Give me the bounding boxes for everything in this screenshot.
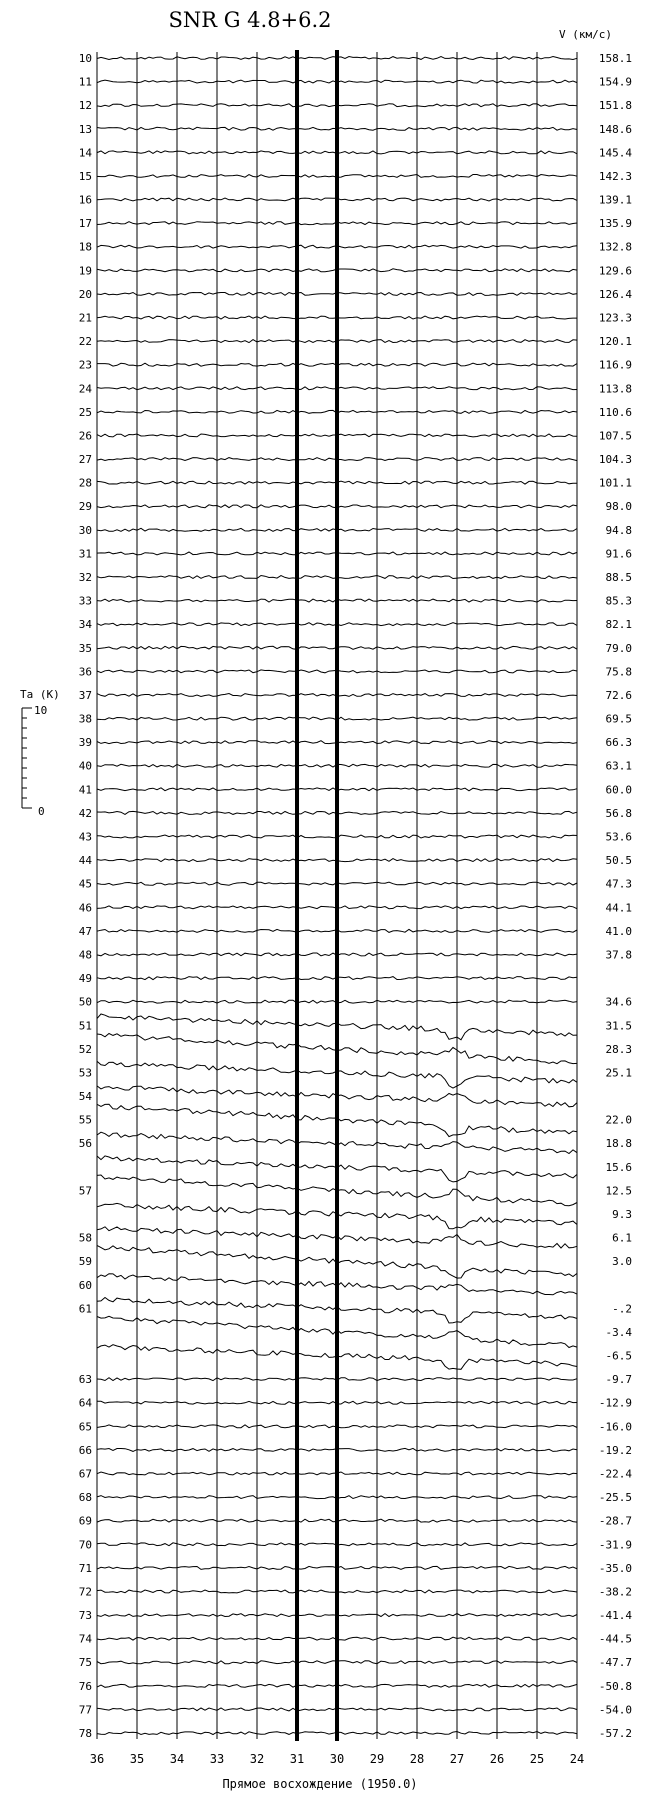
channel-number-label: 38 bbox=[78, 712, 92, 726]
velocity-label: 94.8 bbox=[605, 523, 632, 537]
channel-number-label: 41 bbox=[78, 783, 92, 797]
channel-number-label: 61 bbox=[78, 1302, 92, 1316]
velocity-label: 88.5 bbox=[605, 571, 632, 585]
velocity-label: 98.0 bbox=[605, 500, 632, 514]
channel-number-label: 15 bbox=[78, 169, 92, 183]
velocity-label: 120.1 bbox=[598, 335, 632, 349]
channel-number-label: 68 bbox=[78, 1491, 92, 1505]
channel-number-label: 56 bbox=[78, 1137, 92, 1151]
channel-number-label: 69 bbox=[78, 1514, 92, 1528]
velocity-label: -54.0 bbox=[598, 1703, 632, 1717]
channel-number-label: 24 bbox=[78, 382, 92, 396]
velocity-label: -57.2 bbox=[598, 1727, 632, 1740]
channel-number-label: 29 bbox=[78, 500, 92, 514]
velocity-label: 25.1 bbox=[605, 1066, 632, 1080]
velocity-label: 44.1 bbox=[605, 901, 632, 915]
velocity-label: 91.6 bbox=[605, 547, 632, 561]
velocity-label: 41.0 bbox=[605, 924, 632, 938]
channel-number-label: 11 bbox=[78, 75, 92, 89]
channel-number-label: 76 bbox=[78, 1679, 92, 1693]
velocity-label: 3.0 bbox=[612, 1255, 632, 1269]
x-tick-label: 36 bbox=[89, 1752, 105, 1766]
velocity-label: 129.6 bbox=[598, 264, 632, 278]
channel-number-label: 45 bbox=[78, 877, 92, 891]
x-tick-label: 30 bbox=[329, 1752, 345, 1766]
velocity-label: 113.8 bbox=[598, 382, 632, 396]
channel-number-label: 28 bbox=[78, 476, 92, 490]
velocity-label: -50.8 bbox=[598, 1679, 632, 1693]
channel-number-label: 36 bbox=[78, 665, 92, 679]
scale-bar-top-label: 10 bbox=[34, 704, 48, 717]
velocity-label: 139.1 bbox=[598, 193, 632, 207]
velocity-label: -47.7 bbox=[598, 1656, 632, 1670]
velocity-label: -38.2 bbox=[598, 1585, 632, 1599]
velocity-label: 132.8 bbox=[598, 240, 632, 254]
channel-number-label: 71 bbox=[78, 1561, 92, 1575]
velocity-label: 69.5 bbox=[605, 712, 632, 726]
velocity-label: -31.9 bbox=[598, 1538, 632, 1552]
velocity-label: 12.5 bbox=[605, 1184, 632, 1198]
velocity-label: -35.0 bbox=[598, 1561, 632, 1575]
velocity-label: 135.9 bbox=[598, 217, 632, 231]
velocity-label: 9.3 bbox=[612, 1207, 632, 1221]
velocity-label: -19.2 bbox=[598, 1443, 632, 1457]
velocity-label: 142.3 bbox=[598, 169, 632, 183]
velocity-label: 82.1 bbox=[605, 618, 632, 632]
x-tick-label: 24 bbox=[569, 1752, 585, 1766]
velocity-axis-label: V (км/с) bbox=[559, 28, 612, 41]
chart-title: SNR G 4.8+6.2 bbox=[168, 8, 332, 32]
channel-number-label: 66 bbox=[78, 1443, 92, 1457]
channel-number-label: 12 bbox=[78, 99, 92, 113]
velocity-label: -22.4 bbox=[598, 1467, 632, 1481]
velocity-label: 56.8 bbox=[605, 806, 632, 820]
channel-number-label: 16 bbox=[78, 193, 92, 207]
velocity-label: -41.4 bbox=[598, 1609, 632, 1623]
channel-number-label: 67 bbox=[78, 1467, 92, 1481]
channel-number-label: 72 bbox=[78, 1585, 92, 1599]
velocity-label: 85.3 bbox=[605, 594, 632, 608]
channel-number-label: 65 bbox=[78, 1420, 92, 1434]
channel-number-label: 34 bbox=[78, 618, 92, 632]
channel-number-label: 60 bbox=[78, 1278, 92, 1292]
velocity-label: 63.1 bbox=[605, 759, 632, 773]
x-tick-label: 33 bbox=[209, 1752, 225, 1766]
velocity-label: 116.9 bbox=[598, 358, 632, 372]
velocity-label: 123.3 bbox=[598, 311, 632, 325]
channel-number-label: 52 bbox=[78, 1042, 92, 1056]
x-tick-label: 28 bbox=[409, 1752, 425, 1766]
velocity-label: -16.0 bbox=[598, 1420, 632, 1434]
velocity-label: 6.1 bbox=[612, 1231, 632, 1245]
channel-number-label: 35 bbox=[78, 641, 92, 655]
channel-number-label: 27 bbox=[78, 453, 92, 467]
channel-number-label: 39 bbox=[78, 736, 92, 750]
velocity-label: 158.1 bbox=[598, 52, 632, 65]
channel-number-label: 19 bbox=[78, 264, 92, 278]
channel-number-label: 47 bbox=[78, 924, 92, 938]
channel-number-label: 23 bbox=[78, 358, 92, 372]
velocity-label: -9.7 bbox=[605, 1373, 632, 1387]
velocity-label: 34.6 bbox=[605, 995, 632, 1009]
x-axis-label: Прямое восхождение (1950.0) bbox=[222, 1777, 418, 1791]
velocity-label: 22.0 bbox=[605, 1113, 632, 1127]
velocity-label: 104.3 bbox=[598, 453, 632, 467]
channel-number-label: 78 bbox=[78, 1727, 92, 1740]
channel-number-label: 40 bbox=[78, 759, 92, 773]
channel-number-label: 31 bbox=[78, 547, 92, 561]
velocity-label: 154.9 bbox=[598, 75, 632, 89]
channel-number-label: 57 bbox=[78, 1184, 92, 1198]
channel-number-label: 70 bbox=[78, 1538, 92, 1552]
velocity-label: 15.6 bbox=[605, 1160, 632, 1174]
velocity-label: 107.5 bbox=[598, 429, 632, 443]
velocity-label: 53.6 bbox=[605, 830, 632, 844]
velocity-label: 60.0 bbox=[605, 783, 632, 797]
x-tick-label: 35 bbox=[129, 1752, 145, 1766]
channel-number-label: 30 bbox=[78, 523, 92, 537]
velocity-label: 110.6 bbox=[598, 405, 632, 419]
channel-number-label: 22 bbox=[78, 335, 92, 349]
channel-number-label: 55 bbox=[78, 1113, 92, 1127]
channel-number-label: 49 bbox=[78, 972, 92, 986]
channel-number-label: 21 bbox=[78, 311, 92, 325]
velocity-label: 18.8 bbox=[605, 1137, 632, 1151]
velocity-label: -44.5 bbox=[598, 1632, 632, 1646]
velocity-label: 37.8 bbox=[605, 948, 632, 962]
x-tick-label: 26 bbox=[489, 1752, 505, 1766]
channel-number-label: 17 bbox=[78, 217, 92, 231]
channel-number-label: 74 bbox=[78, 1632, 92, 1646]
channel-number-label: 26 bbox=[78, 429, 92, 443]
x-tick-label: 29 bbox=[369, 1752, 385, 1766]
velocity-label: 66.3 bbox=[605, 736, 632, 750]
channel-number-label: 54 bbox=[78, 1090, 92, 1104]
x-tick-label: 25 bbox=[529, 1752, 545, 1766]
channel-number-label: 25 bbox=[78, 405, 92, 419]
velocity-label: 28.3 bbox=[605, 1042, 632, 1056]
channel-number-label: 77 bbox=[78, 1703, 92, 1717]
velocity-label: 101.1 bbox=[598, 476, 632, 490]
channel-number-label: 73 bbox=[78, 1609, 92, 1623]
channel-number-label: 75 bbox=[78, 1656, 92, 1670]
channel-number-label: 10 bbox=[78, 52, 92, 65]
x-tick-label: 34 bbox=[169, 1752, 185, 1766]
velocity-label: 31.5 bbox=[605, 1019, 632, 1033]
x-tick-label: 32 bbox=[249, 1752, 265, 1766]
velocity-label: -6.5 bbox=[605, 1349, 632, 1363]
channel-number-label: 43 bbox=[78, 830, 92, 844]
velocity-label: -28.7 bbox=[598, 1514, 632, 1528]
x-tick-label: 31 bbox=[289, 1752, 305, 1766]
channel-number-label: 42 bbox=[78, 806, 92, 820]
channel-number-label: 44 bbox=[78, 854, 92, 868]
channel-number-label: 53 bbox=[78, 1066, 92, 1080]
channel-number-label: 59 bbox=[78, 1255, 92, 1269]
velocity-label: 79.0 bbox=[605, 641, 632, 655]
channel-number-label: 64 bbox=[78, 1396, 92, 1410]
velocity-label: -25.5 bbox=[598, 1491, 632, 1505]
channel-number-label: 33 bbox=[78, 594, 92, 608]
x-tick-label: 27 bbox=[449, 1752, 465, 1766]
velocity-label: 47.3 bbox=[605, 877, 632, 891]
velocity-label: -.2 bbox=[612, 1302, 632, 1316]
velocity-label: 72.6 bbox=[605, 688, 632, 702]
channel-number-label: 18 bbox=[78, 240, 92, 254]
channel-number-label: 13 bbox=[78, 122, 92, 136]
velocity-label: -12.9 bbox=[598, 1396, 632, 1410]
scale-bar-label: Ta (K) bbox=[20, 688, 60, 701]
channel-number-label: 46 bbox=[78, 901, 92, 915]
velocity-label: 148.6 bbox=[598, 122, 632, 136]
velocity-label: 50.5 bbox=[605, 854, 632, 868]
channel-number-label: 51 bbox=[78, 1019, 92, 1033]
channel-number-label: 50 bbox=[78, 995, 92, 1009]
channel-number-label: 63 bbox=[78, 1373, 92, 1387]
velocity-label: -3.4 bbox=[605, 1325, 632, 1339]
velocity-label: 145.4 bbox=[598, 146, 632, 160]
channel-number-label: 14 bbox=[78, 146, 92, 160]
velocity-label: 75.8 bbox=[605, 665, 632, 679]
scale-bar-bottom-label: 0 bbox=[38, 805, 45, 818]
channel-number-label: 37 bbox=[78, 688, 92, 702]
channel-number-label: 48 bbox=[78, 948, 92, 962]
velocity-label: 151.8 bbox=[598, 99, 632, 113]
channel-number-label: 58 bbox=[78, 1231, 92, 1245]
velocity-label: 126.4 bbox=[598, 287, 632, 301]
channel-number-label: 32 bbox=[78, 571, 92, 585]
channel-number-label: 20 bbox=[78, 287, 92, 301]
